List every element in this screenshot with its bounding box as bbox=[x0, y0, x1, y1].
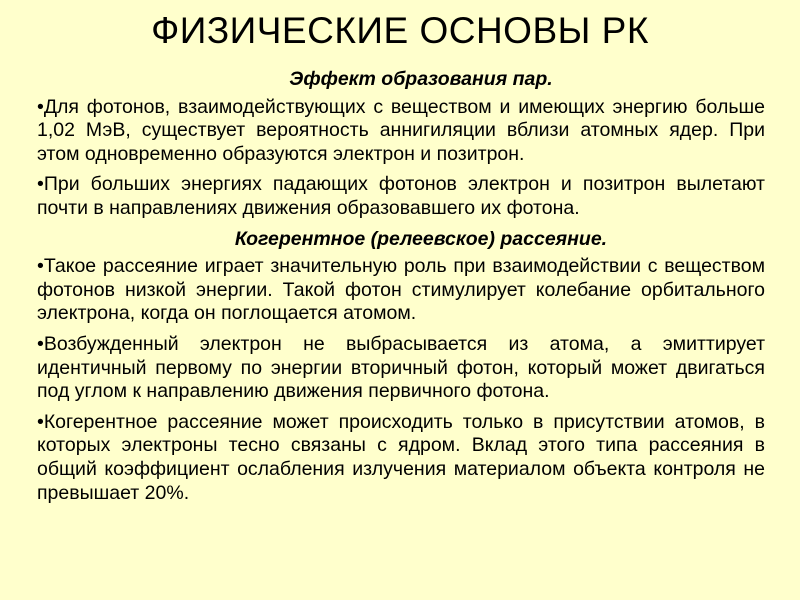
slide-title: ФИЗИЧЕСКИЕ ОСНОВЫ РК bbox=[151, 10, 649, 51]
section-heading-pair-production: Эффект образования пар. bbox=[289, 68, 553, 90]
paragraph-text: Возбужденный электрон не выбрасывается из атома, а эмиттирует идентичный первому по энергии вторичный фотон, который может двигаться под углом к направлению движения первичного фотона. bbox=[37, 332, 765, 403]
bullet-marker: • bbox=[37, 255, 44, 278]
bullet-paragraph bbox=[37, 96, 765, 167]
paragraph-text: Когерентное рассеяние может происходить только в присутствии атомов, в которых электроны тесно связаны с ядром. Вклад этого типа рассеяния в общий коэффициент ослабления излучения материалом объекта контроля не превышает 20%. bbox=[37, 410, 765, 504]
bullet-marker: • bbox=[37, 95, 44, 118]
paragraph-text: При больших энергиях падающих фотонов электрон и позитрон вылетают почти в направлениях движения образовавшего их фотона. bbox=[37, 173, 765, 219]
bullet-paragraph bbox=[37, 333, 765, 404]
bullet-marker: • bbox=[37, 173, 44, 196]
bullet-marker: • bbox=[37, 410, 44, 433]
slide-content bbox=[37, 68, 765, 512]
paragraph-text: Такое рассеяние играет значительную роль при взаимодействии с веществом фотонов низкой энергии. Такой фотон стимулирует колебание орбитального электрона, когда он поглощается атомом. bbox=[37, 255, 765, 325]
bullet-paragraph bbox=[37, 173, 765, 220]
bullet-paragraph bbox=[37, 255, 765, 326]
section-heading-coherent-scattering: Когерентное (релеевское) рассеяние. bbox=[234, 227, 608, 250]
bullet-paragraph bbox=[37, 411, 765, 505]
bullet-marker: • bbox=[37, 332, 44, 355]
paragraph-text: Для фотонов, взаимодействующих с веществом и имеющих энергию больше 1,02 МэВ, существует вероятность аннигиляции вблизи атомных ядер. При этом одновременно образуются электрон и позитрон. bbox=[37, 95, 765, 165]
